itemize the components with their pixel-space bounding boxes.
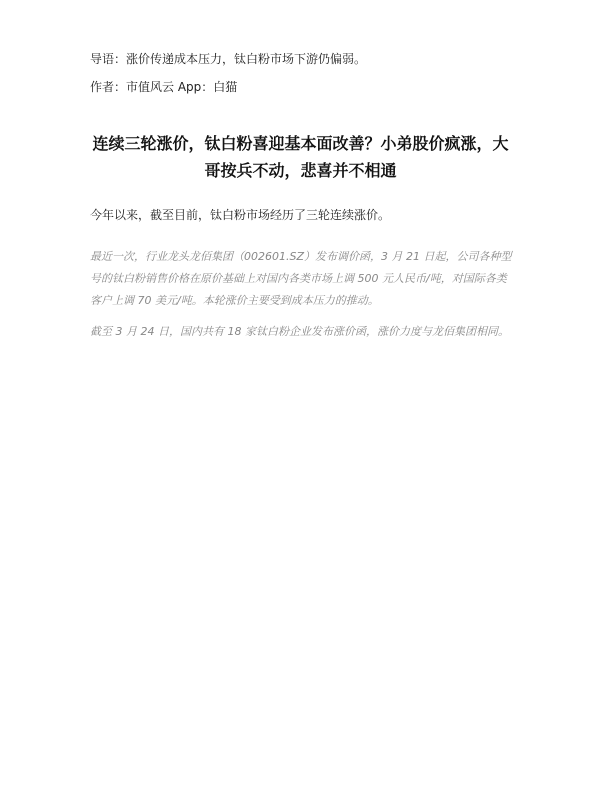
article-lead: 导语：涨价传递成本压力，钛白粉市场下游仍偏弱。	[90, 52, 367, 66]
article-author: 作者：市值风云 App：白猫	[90, 80, 238, 94]
paragraph-intro: 今年以来，截至目前，钛白粉市场经历了三轮连续涨价。	[90, 208, 391, 222]
paragraph-quote-price-adjustment: 最近一次，行业龙头龙佰集团（002601.SZ）发布调价函，3 月 21 日起，公司各种型号的钛白粉销售价格在原价基础上对国内各类市场上调 500 元人民币/吨，对国际各类客户上调 70 美元/吨。本轮涨价主要受到成本压力的推动。	[90, 250, 512, 307]
article-title: 连续三轮涨价，钛白粉喜迎基本面改善？小弟股价疯涨，大哥按兵不动，悲喜并不相通	[92, 134, 509, 180]
paragraph-quote-industry-count: 截至 3 月 24 日，国内共有 18 家钛白粉企业发布涨价函，涨价力度与龙佰集团相同。	[90, 325, 509, 338]
